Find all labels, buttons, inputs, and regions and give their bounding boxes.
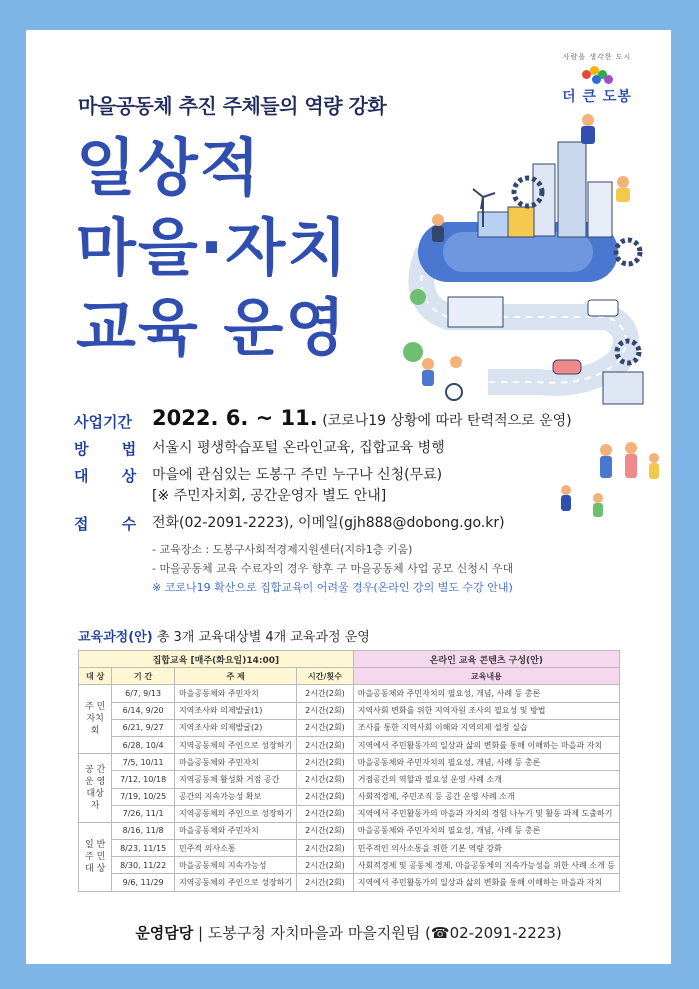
period-cell: 6/28, 10/4 <box>112 736 175 753</box>
title-line-3: 교육 운영 <box>76 291 348 364</box>
poster <box>26 30 671 964</box>
course-heading <box>78 626 370 645</box>
table-row <box>79 788 620 805</box>
period-cell: 6/14, 9/20 <box>112 702 175 719</box>
table-row <box>79 702 620 719</box>
topic-cell: 공간의 지속가능성 확보 <box>174 788 296 805</box>
topic-cell: 지역공동체 활성화 거점 공간 <box>174 771 296 788</box>
period-cell: 8/23, 11/15 <box>112 840 175 857</box>
logo-mark <box>580 64 614 84</box>
method-label: 방 법 <box>74 440 151 458</box>
target-group-cell: 일 반 주 민 대 상 <box>79 822 112 891</box>
period-cell: 8/16, 11/8 <box>112 822 175 839</box>
apply-label: 접 수 <box>74 515 151 533</box>
info-section <box>74 408 634 597</box>
content-cell: 조사를 통한 지역사회 이해와 지역의제 설정 실습 <box>353 719 619 736</box>
topic-cell: 민주적 의사소통 <box>174 840 296 857</box>
footer <box>26 922 671 943</box>
period-cell: 9/6, 11/29 <box>112 874 175 891</box>
period-cell: 6/21, 9/27 <box>112 719 175 736</box>
topic-cell: 지역공동체의 주인으로 성장하기 <box>174 805 296 822</box>
topic-cell: 마을공동체의 지속가능성 <box>174 857 296 874</box>
content-cell: 사회적경제 및 공동체 경제, 마을공동체의 지속가능성을 위한 사례 소개 등 <box>353 857 619 874</box>
offline-header: 집합교육 [매주(화요일)14:00] <box>79 651 354 668</box>
table-row <box>79 805 620 822</box>
online-header: 온라인 교육 콘텐츠 구성(안) <box>353 651 619 668</box>
content-cell: 마을공동체와 주민자치의 필요성, 개념, 사례 등 총론 <box>353 754 619 771</box>
course-table <box>78 650 620 892</box>
table-row <box>79 771 620 788</box>
content-cell: 마을공동체와 주민자치의 필요성, 개념, 사례 등 총론 <box>353 822 619 839</box>
city-illustration <box>388 102 658 412</box>
time-cell: 2시간(2회) <box>297 840 354 857</box>
table-row <box>79 874 620 891</box>
col-period: 기 간 <box>112 668 175 685</box>
col-target: 대 상 <box>79 668 112 685</box>
period-cell: 7/12, 10/18 <box>112 771 175 788</box>
method-value: 서울시 평생학습포털 온라인교육, 집합교육 병행 <box>152 440 445 456</box>
footer-contact: | 도봉구청 자치마을과 마을지원팀 (☎02-2091-2223) <box>193 924 562 942</box>
content-cell: 지역에서 주민활동가의 일상과 삶의 변화를 통해 이해하는 마을과 자치 <box>353 736 619 753</box>
title-line-1: 일상적 <box>76 131 262 204</box>
table-row <box>79 754 620 771</box>
topic-cell: 지역조사와 의제발굴(2) <box>174 719 296 736</box>
target-label: 대 상 <box>74 467 151 485</box>
course-table-body <box>79 685 620 891</box>
footer-label: 운영담당 <box>135 924 194 942</box>
target-value: 마을에 관심있는 도봉구 주민 누구나 신청(무료) <box>152 467 443 483</box>
period-cell: 8/30, 11/22 <box>112 857 175 874</box>
table-row <box>79 840 620 857</box>
apply-value: 전화(02-2091-2223), 이메일(gjh888@dobong.go.kr) <box>152 515 505 531</box>
time-cell: 2시간(2회) <box>297 702 354 719</box>
method-row <box>74 438 634 459</box>
logo-tagline: 사람을 생각한 도시 <box>562 53 632 61</box>
course-title: 교육과정(안) <box>78 630 153 645</box>
time-cell: 2시간(2회) <box>297 788 354 805</box>
topic-cell: 마을공동체와 주민자치 <box>174 754 296 771</box>
covid-note: ※ 코로나19 확산으로 집합교육이 어려울 경우(온라인 강의 별도 수강 안내) <box>152 581 513 594</box>
time-cell: 2시간(2회) <box>297 754 354 771</box>
content-cell: 지역에서 주민활동가의 일상과 삶의 변화를 통해 이해하는 마을과 자치 <box>353 874 619 891</box>
col-content: 교육내용 <box>353 668 619 685</box>
table-row <box>79 857 620 874</box>
content-cell: 마을공동체와 주민자치의 필요성, 개념, 사례 등 총론 <box>353 685 619 702</box>
content-cell: 지역사회 변화를 위한 지역자원 조사의 필요성 및 방법 <box>353 702 619 719</box>
period-cell: 6/7, 9/13 <box>112 685 175 702</box>
col-time: 시간/횟수 <box>297 668 354 685</box>
content-cell: 사회적경제, 주민조직 등 공간 운영 사례 소개 <box>353 788 619 805</box>
target-group-cell: 공 간 운 영 대상자 <box>79 754 112 823</box>
preference-note: - 마을공동체 교육 수료자의 경우 향후 구 마을공동체 사업 공모 신청시 우대 <box>152 562 514 575</box>
venue-note: - 교육장소 : 도봉구사회적경제지원센터(지하1층 키움) <box>152 543 413 556</box>
content-cell: 민주적인 의사소통을 위한 기본 역량 강화 <box>353 840 619 857</box>
topic-cell: 마을공동체와 주민자치 <box>174 822 296 839</box>
time-cell: 2시간(2회) <box>297 857 354 874</box>
target-group-cell: 주 민 자치회 <box>79 685 112 754</box>
period-date: 2022. 6. ~ 11. <box>152 406 318 430</box>
period-cell: 7/26, 11/1 <box>112 805 175 822</box>
time-cell: 2시간(2회) <box>297 685 354 702</box>
period-row <box>74 408 634 432</box>
logo-brand: 더 큰 도봉 <box>562 89 632 105</box>
table-row <box>79 822 620 839</box>
time-cell: 2시간(2회) <box>297 719 354 736</box>
time-cell: 2시간(2회) <box>297 736 354 753</box>
col-topic: 주 제 <box>174 668 296 685</box>
topic-cell: 지역공동체의 주인으로 성장하기 <box>174 736 296 753</box>
content-cell: 거점공간의 역할과 필요성 운영 사례 소개 <box>353 771 619 788</box>
time-cell: 2시간(2회) <box>297 874 354 891</box>
apply-row <box>74 513 634 534</box>
topic-cell: 마을공동체와 주민자치 <box>174 685 296 702</box>
table-row <box>79 685 620 702</box>
target-note: [※ 주민자치회, 공간운영자 별도 안내] <box>152 488 387 504</box>
poster-subtitle: 마을공동체 추진 주체들의 역량 강화 <box>78 94 387 118</box>
time-cell: 2시간(2회) <box>297 771 354 788</box>
topic-cell: 지역조사와 의제발굴(1) <box>174 702 296 719</box>
time-cell: 2시간(2회) <box>297 822 354 839</box>
title-line-2: 마을·자치 <box>76 211 350 284</box>
period-cell: 7/19, 10/25 <box>112 788 175 805</box>
poster-title <box>76 128 349 368</box>
period-cell: 7/5, 10/11 <box>112 754 175 771</box>
course-summary: 총 3개 교육대상별 4개 교육과정 운영 <box>156 630 370 645</box>
topic-cell: 지역공동체의 주인으로 성장하기 <box>174 874 296 891</box>
target-row <box>74 465 634 507</box>
period-note: (코로나19 상황에 따라 탄력적으로 운영) <box>322 413 572 429</box>
content-cell: 지역에서 주민활동가의 마을과 자치의 경험 나누기 및 활동 과제 도출하기 <box>353 805 619 822</box>
period-label: 사업기간 <box>74 413 132 431</box>
table-row <box>79 719 620 736</box>
table-row <box>79 736 620 753</box>
time-cell: 2시간(2회) <box>297 805 354 822</box>
